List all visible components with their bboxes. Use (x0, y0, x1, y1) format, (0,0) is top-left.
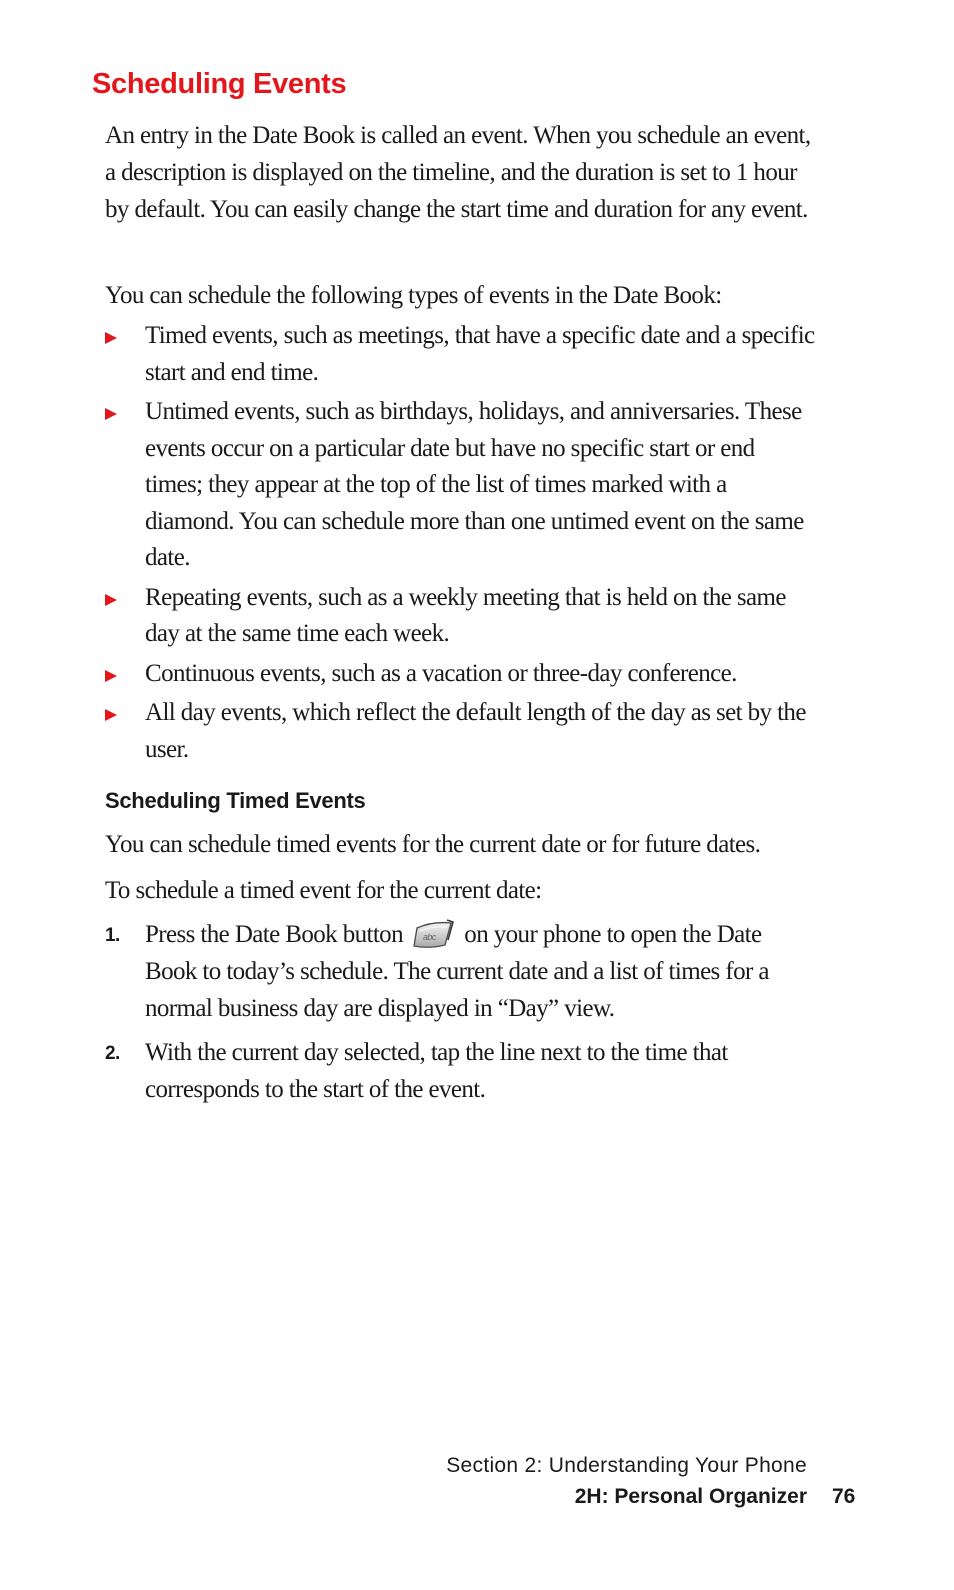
list-item (105, 580, 817, 653)
step-text-after-icon: on your phone to open the Date Book to today’s schedule. The current date and a list of times for a normal business day are displayed in “Day” view. (145, 921, 769, 1022)
date-book-button-icon (411, 918, 455, 952)
bullet-arrow-icon (105, 408, 117, 420)
step-number: 1. (105, 925, 120, 946)
intro-paragraph: An entry in the Date Book is called an event. When you schedule an event, a description is displayed on the timeline, and the duration is set to 1 hour by default. You can easily change the start time and duration for any event. (105, 122, 811, 223)
list-item (105, 695, 817, 768)
step-text: With the current day selected, tap the line next to the time that corresponds to the start of the event. (145, 1039, 728, 1103)
list-item-text: Continuous events, such as a vacation or three-day conference. (145, 659, 737, 687)
section-heading: Scheduling Timed Events (105, 788, 366, 813)
list-item-text: Timed events, such as meetings, that have a specific date and a specific start and end time. (145, 322, 815, 386)
step-item (105, 1034, 817, 1108)
list-item (105, 656, 817, 693)
step-item (105, 916, 817, 1027)
steps-list (105, 916, 817, 1108)
bullet-arrow-icon (105, 332, 117, 344)
list-item-text: All day events, which reflect the default length of the day as set by the user. (145, 699, 806, 763)
bullet-arrow-icon (105, 670, 117, 682)
page-title: Scheduling Events (92, 68, 347, 100)
subsection-instruction: To schedule a timed event for the current date: (105, 877, 542, 904)
footer-chapter-title: 2H: Personal Organizer (574, 1485, 807, 1508)
step-text-before-icon: Press the Date Book button (145, 921, 403, 948)
page-number: 76 (832, 1485, 856, 1508)
subsection-paragraph: You can schedule timed events for the current date or for future dates. (105, 831, 761, 858)
list-item (105, 394, 817, 577)
svg-text:abc: abc (422, 932, 436, 942)
list-item-text: Untimed events, such as birthdays, holidays, and anniversaries. These events occur on a particular date but have no specific start or end times; they appear at the top of the list of times marked with a diamond. You can schedule more than one untimed event on the same date. (145, 398, 804, 571)
step-number: 2. (105, 1043, 120, 1064)
footer-section-title: Section 2: Understanding Your Phone (446, 1454, 807, 1477)
event-types-list (105, 318, 817, 768)
list-item (105, 318, 817, 391)
event-types-intro: You can schedule the following types of events in the Date Book: (105, 282, 722, 309)
bullet-arrow-icon (105, 594, 117, 606)
list-item-text: Repeating events, such as a weekly meeting that is held on the same day at the same time each week. (145, 583, 786, 647)
bullet-arrow-icon (105, 709, 117, 721)
